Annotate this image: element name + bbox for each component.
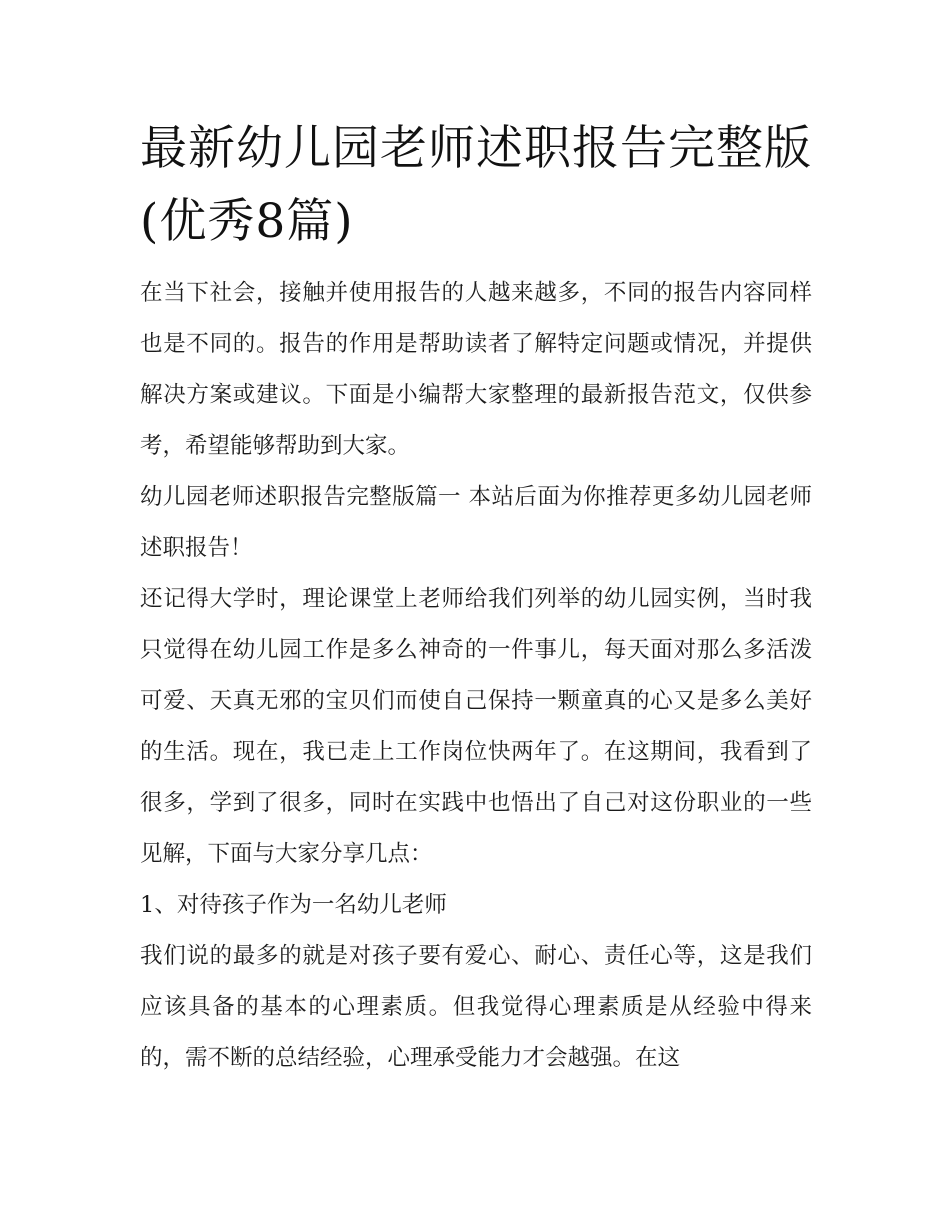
numbered-heading: 1、对待孩子作为一名幼儿老师 <box>140 892 447 918</box>
intro-paragraph: 在当下社会，接触并使用报告的人越来越多，不同的报告内容同样也是不同的。报告的作用是帮助读者了解特定问题或情况，并提供解决方案或建议。下面是小编帮大家整理的最新报告范文，仅供参考，希望能够帮助到大家。 <box>140 280 812 459</box>
document-title: 最新幼儿园老师述职报告完整版(优秀8篇) <box>140 121 812 249</box>
section-heading-paragraph: 幼儿园老师述职报告完整版篇一 本站后面为你推荐更多幼儿园老师述职报告！ <box>140 484 812 561</box>
body-paragraph: 还记得大学时，理论课堂上老师给我们列举的幼儿园实例，当时我只觉得在幼儿园工作是多么神奇的一件事儿，每天面对那么多活泼可爱、天真无邪的宝贝们而使自己保持一颗童真的心又是多么美好的生活。现在，我已走上工作岗位快两年了。在这期间，我看到了很多，学到了很多，同时在实践中也悟出了自己对这份职业的一些见解，下面与大家分享几点： <box>140 586 812 867</box>
document-page <box>140 112 812 1084</box>
body-paragraph: 我们说的最多的就是对孩子要有爱心、耐心、责任心等，这是我们应该具备的基本的心理素质。但我觉得心理素质是从经验中得来的，需不断的总结经验，心理承受能力才会越强。在这 <box>140 943 812 1071</box>
